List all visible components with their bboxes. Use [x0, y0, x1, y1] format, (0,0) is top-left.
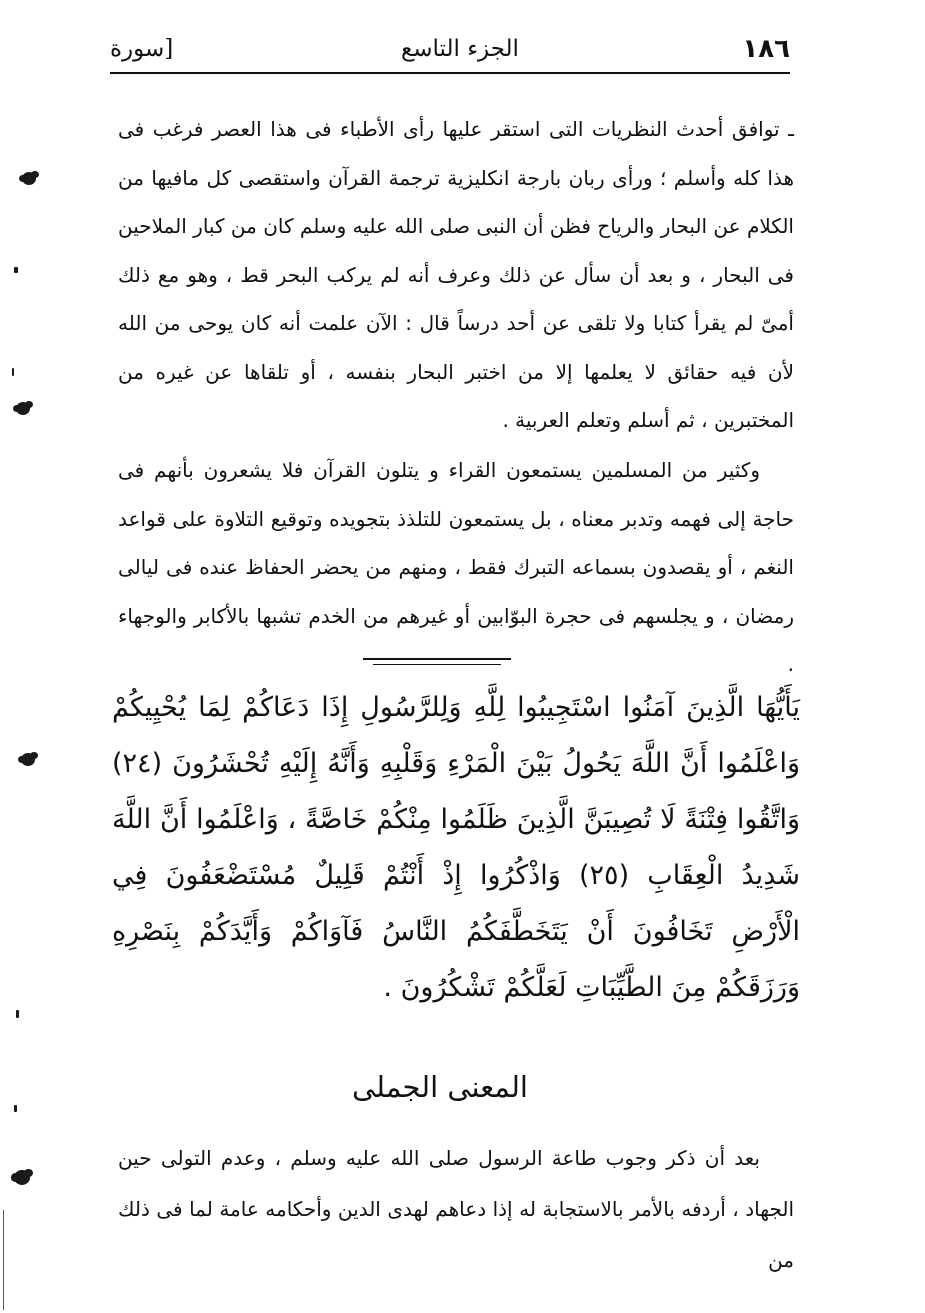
margin-ink-speck	[12, 368, 14, 376]
header-rule	[110, 72, 790, 74]
section-divider	[363, 658, 511, 660]
running-title: الجزء التاسع	[401, 36, 519, 62]
surah-label: [سورة	[110, 36, 174, 62]
margin-ink-blot	[16, 402, 30, 415]
margin-ink-speck	[16, 1010, 19, 1018]
margin-ink-speck	[14, 267, 18, 273]
commentary-text: وكثير من المسلمين يستمعون القراء و يتلون القرآن فلا يشعرون بأنهم فى حاجة إلى فهمه وتدبر معناه ، بل يستمعون للتلذذ بتجويده وتوقيع التلاوة على قواعد النغم ، أو يقصدون بسماعه التبرك فقط ، ومنهم من يحضر الحفاظ عنده فى ليالى رمضان ، و يجلسهم فى حجرة البوّابين أو غيرهم من الخدم تشبها بالأكابر والوجهاء .	[118, 458, 794, 676]
margin-ink-blot	[21, 753, 35, 766]
page-number: ١٨٦	[742, 34, 790, 64]
margin-ink-blot	[14, 1170, 30, 1185]
margin-ink-speck	[14, 1105, 17, 1112]
section-heading: المعنى الجملى	[352, 1070, 528, 1104]
commentary-paragraph-bottom	[118, 1133, 794, 1286]
page-header	[110, 30, 790, 72]
commentary-text: بعد أن ذكر وجوب طاعة الرسول صلى الله عليه وسلم ، وعدم التولى حين الجهاد ، أردفه بالأمر بالاستجابة له إذا دعاهم لهدى الدين وأحكامه عامة لما فى ذلك من	[118, 1146, 794, 1272]
margin-ink-blot	[22, 172, 36, 185]
quran-verses	[112, 680, 800, 1016]
page-edge-shadow	[3, 1210, 4, 1310]
commentary-text: ـ توافق أحدث النظريات التى استقر عليها رأى الأطباء فى هذا العصر فرغب فى هذا كله وأسلم ؛ ورأى ربان بارجة انكليزية ترجمة القرآن واستقصى كل مافيها من الكلام عن البحار والرياح فظن أن النبى صلى الله عليه وسلم كان من كبار الملاحين فى البحار ، و بعد أن سأل عن ذلك وعرف أنه لم يركب البحر قط ، وهو مع ذلك أمىّ لم يقرأ كتابا ولا تلقى عن أحد درساً قال : الآن علمت أنه كان يوحى من الله لأن فيه حقائق لا يعلمها إلا من اختبر البحار بنفسه ، أو تلقاها عن غيره من المختبرين ، ثم أسلم وتعلم العربية .	[118, 117, 794, 432]
verse-text: يَأَيُّهَا الَّذِينَ آمَنُوا اسْتَجِيبُوا لِلَّهِ وَلِلرَّسُولِ إِذَا دَعَاكُمْ لِمَا يُحْيِيكُمْ وَاعْلَمُوا أَنَّ اللَّهَ يَحُولُ بَيْنَ الْمَرْءِ وَقَلْبِهِ وَأَنَّهُ إِلَيْهِ تُحْشَرُونَ (٢٤) وَاتَّقُوا فِتْنَةً لَا تُصِيبَنَّ الَّذِينَ ظَلَمُوا مِنْكُمْ خَاصَّةً ، وَاعْلَمُوا أَنَّ اللَّهَ شَدِيدُ الْعِقَابِ (٢٥) وَاذْكُرُوا إِذْ أَنْتُمْ قَلِيلٌ مُسْتَضْعَفُونَ فِي الْأَرْضِ تَخَافُونَ أَنْ يَتَخَطَّفَكُمُ النَّاسُ فَآوَاكُمْ وَأَيَّدَكُمْ بِنَصْرِهِ وَرَزَقَكُمْ مِنَ الطَّيِّبَاتِ لَعَلَّكُمْ تَشْكُرُونَ .	[112, 692, 800, 1003]
commentary-paragraph-second	[118, 446, 794, 689]
commentary-paragraph-top	[118, 105, 794, 445]
